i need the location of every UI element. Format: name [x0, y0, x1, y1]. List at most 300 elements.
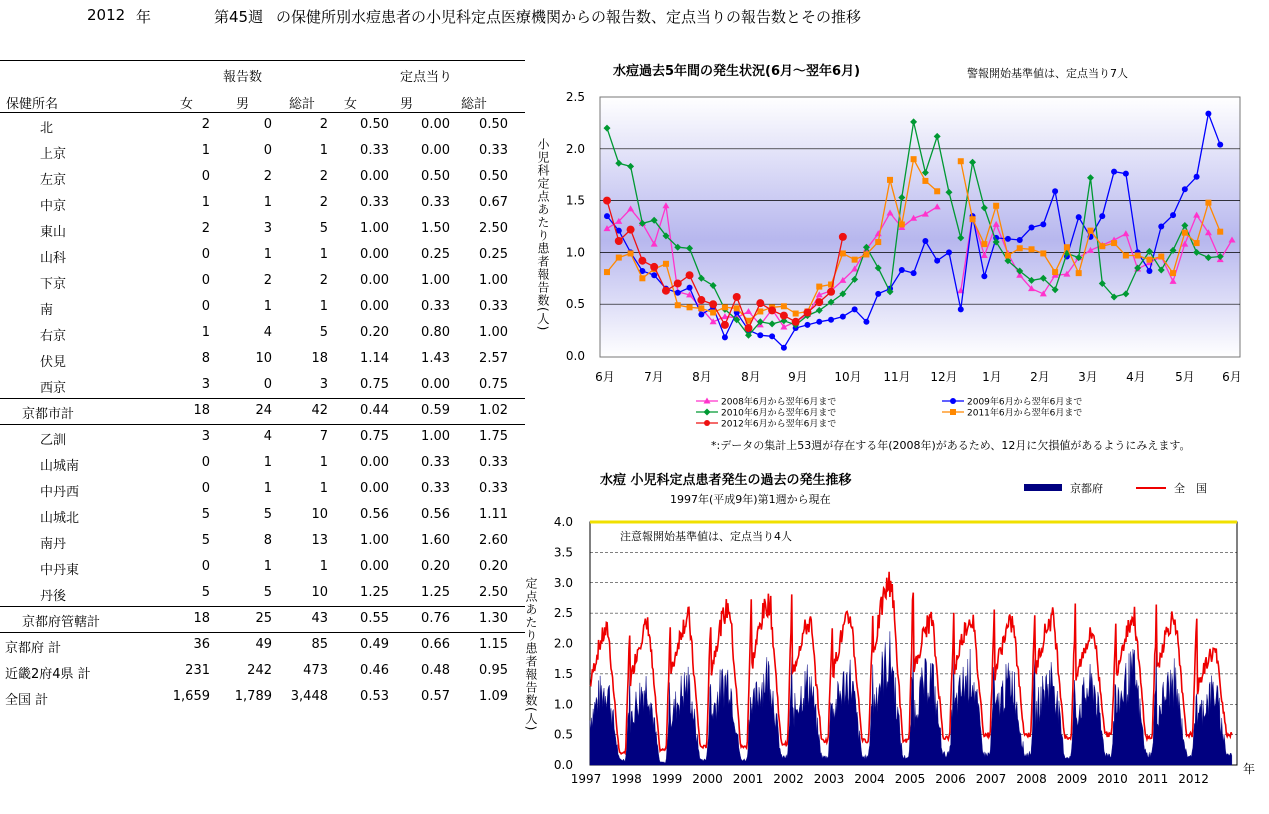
- legend-kyoto-label: 京都府: [1070, 482, 1103, 495]
- female-count: 8: [201, 351, 210, 366]
- chart1-title: 水痘過去5年間の発生状況(6月～翌年6月): [613, 64, 861, 79]
- per-female: 0.49: [360, 637, 389, 652]
- chart1-point: [757, 308, 763, 314]
- per-female: 0.75: [360, 377, 389, 392]
- chart1-point: [1029, 246, 1035, 252]
- table-row: [0, 580, 525, 606]
- chart1-y-tick-label: 2.0: [565, 141, 585, 156]
- per-male: 1.50: [421, 221, 450, 236]
- chart1-point: [1099, 213, 1105, 219]
- per-female: 0.55: [360, 611, 389, 626]
- chart1-point: [840, 250, 846, 256]
- column-header-male: 男: [236, 97, 250, 112]
- total-count: 1: [319, 143, 328, 158]
- chart1-x-tick-label: 6月: [595, 370, 615, 384]
- chart1-x-tick-label: 10月: [834, 370, 862, 384]
- per-female: 0.50: [360, 117, 389, 132]
- chart1-point: [946, 249, 952, 255]
- total-count: 10: [311, 585, 328, 600]
- chart1-point: [697, 296, 705, 304]
- chart1-point: [816, 319, 822, 325]
- per-male: 0.80: [421, 325, 450, 340]
- chart1-point: [603, 197, 611, 205]
- chart1-point: [745, 324, 753, 332]
- male-count: 1: [263, 195, 272, 210]
- chart1-point: [958, 158, 964, 164]
- table-row: [0, 684, 525, 710]
- table-top-border: [0, 60, 525, 61]
- chart1-point: [993, 203, 999, 209]
- per-female: 0.00: [360, 299, 389, 314]
- chart1-point: [1205, 200, 1211, 206]
- chart1-x-tick-label: 12月: [930, 370, 958, 384]
- per-female: 0.75: [360, 429, 389, 444]
- table-row: [0, 424, 525, 450]
- chart1-point: [604, 269, 610, 275]
- total-count: 1: [319, 299, 328, 314]
- total-count: 13: [311, 533, 328, 548]
- chart1-point: [662, 287, 670, 295]
- total-count: 1: [319, 247, 328, 262]
- column-header-per-female: 女: [344, 97, 358, 112]
- female-count: 1: [201, 195, 210, 210]
- column-header-name: 保健所名: [6, 97, 59, 112]
- per-total: 0.50: [479, 169, 508, 184]
- per-female: 0.33: [360, 143, 389, 158]
- per-total: 0.33: [479, 481, 508, 496]
- chart1-point: [1005, 253, 1011, 259]
- row-name: 京都市計: [22, 407, 75, 422]
- chart1-point: [875, 291, 881, 297]
- row-name: 中丹西: [40, 485, 80, 500]
- chart1-x-tick-label: 11月: [883, 370, 911, 384]
- chart1-point: [816, 284, 822, 290]
- chart1-point: [733, 293, 741, 301]
- per-male: 0.66: [421, 637, 450, 652]
- chart1-point: [899, 221, 905, 227]
- chart1-point: [627, 226, 635, 234]
- per-male: 0.50: [421, 169, 450, 184]
- chart1-x-tick-label: 8月: [741, 370, 761, 384]
- per-male: 0.57: [421, 689, 450, 704]
- female-count: 36: [193, 637, 210, 652]
- chart1-point: [1076, 214, 1082, 220]
- chart1-point: [852, 306, 858, 312]
- table-row: [0, 242, 525, 268]
- page-title: [0, 0, 1269, 34]
- per-total: 0.20: [479, 559, 508, 574]
- row-name: 右京: [40, 329, 67, 344]
- per-female: 0.00: [360, 559, 389, 574]
- history-chart: [524, 470, 1256, 810]
- chart2-y-tick-label: 2.5: [553, 606, 573, 621]
- title-week: 第45週: [214, 8, 264, 26]
- total-count: 85: [311, 637, 328, 652]
- chart1-point: [1111, 240, 1117, 246]
- row-name: 中京: [40, 199, 67, 214]
- per-male: 0.20: [421, 559, 450, 574]
- chart1-y-tick-label: 1.5: [565, 193, 585, 208]
- per-female: 0.44: [360, 403, 389, 418]
- per-total: 2.50: [479, 221, 508, 236]
- per-total: 0.75: [479, 377, 508, 392]
- per-female: 0.46: [360, 663, 389, 678]
- per-male: 0.33: [421, 299, 450, 314]
- chart2-y-tick-label: 1.0: [553, 697, 573, 712]
- female-count: 5: [201, 533, 210, 548]
- legend-label: 2009年6月から翌年6月まで: [967, 397, 1083, 408]
- per-female: 0.56: [360, 507, 389, 522]
- legend-kyoto-swatch: [1024, 484, 1062, 491]
- per-male: 0.48: [421, 663, 450, 678]
- chart1-point: [757, 332, 763, 338]
- chart1-point: [780, 312, 788, 320]
- female-count: 0: [201, 455, 210, 470]
- row-name: 山城北: [40, 511, 80, 526]
- chart1-point: [722, 304, 728, 310]
- male-count: 24: [255, 403, 272, 418]
- chart1-point: [981, 241, 987, 247]
- per-total: 2.50: [479, 585, 508, 600]
- chart2-x-tick-label: 2011: [1137, 772, 1169, 786]
- per-female: 0.20: [360, 325, 389, 340]
- female-count: 18: [193, 611, 210, 626]
- chart1-point: [911, 156, 917, 162]
- row-name: 東山: [40, 225, 67, 240]
- per-total: 2.60: [479, 533, 508, 548]
- chart1-point: [710, 309, 716, 315]
- per-total: 0.67: [479, 195, 508, 210]
- table-row: [0, 632, 525, 658]
- chart1-point: [1123, 253, 1129, 259]
- per-male: 0.33: [421, 455, 450, 470]
- chart1-point: [1005, 236, 1011, 242]
- per-male: 0.56: [421, 507, 450, 522]
- male-count: 1: [263, 455, 272, 470]
- chart2-y-tick-label: 0.0: [553, 758, 573, 772]
- total-count: 2: [319, 195, 328, 210]
- female-count: 1: [201, 143, 210, 158]
- chart2-x-tick-label: 2002: [773, 772, 804, 786]
- chart1-point: [958, 306, 964, 312]
- chart1-point: [768, 306, 776, 314]
- per-total: 1.75: [479, 429, 508, 444]
- chart1-point: [615, 237, 623, 245]
- chart1-point: [616, 255, 622, 261]
- chart1-point: [1029, 225, 1035, 231]
- per-male: 1.60: [421, 533, 450, 548]
- chart1-point: [651, 272, 657, 278]
- per-male: 1.43: [421, 351, 450, 366]
- chart2-title: 水痘 小児科定点患者発生の過去の発生推移: [600, 473, 852, 488]
- total-count: 5: [319, 325, 328, 340]
- chart1-point: [675, 290, 681, 296]
- chart1-point: [687, 285, 693, 291]
- chart1-point: [1040, 221, 1046, 227]
- chart1-point: [756, 299, 764, 307]
- per-total: 1.30: [479, 611, 508, 626]
- chart2-x-tick-label: 2006: [935, 772, 966, 786]
- chart2-x-tick-label: 2009: [1056, 772, 1088, 786]
- chart1-point: [663, 261, 669, 267]
- column-header-female: 女: [180, 97, 194, 112]
- chart1-point: [628, 250, 634, 256]
- row-name: 全国 計: [5, 693, 49, 708]
- legend-marker: [704, 420, 710, 426]
- title-text: の保健所別水痘患者の小児科定点医療機関からの報告数、定点当りの報告数とその推移: [276, 8, 862, 26]
- chart1-point: [1076, 270, 1082, 276]
- chart1-point: [639, 275, 645, 281]
- chart1-point: [769, 333, 775, 339]
- chart1-point: [815, 298, 823, 306]
- chart1-point: [1217, 142, 1223, 148]
- table-row: [0, 190, 525, 216]
- total-count: 3: [319, 377, 328, 392]
- table-row: [0, 476, 525, 502]
- row-name: 京都府管轄計: [22, 615, 101, 630]
- female-count: 0: [201, 273, 210, 288]
- legend-marker: [950, 398, 956, 404]
- table-row: [0, 294, 525, 320]
- per-total: 2.57: [479, 351, 508, 366]
- chart1-point: [852, 257, 858, 263]
- chart1-point: [981, 273, 987, 279]
- male-count: 4: [263, 429, 272, 444]
- chart1-point: [922, 238, 928, 244]
- table-row: [0, 502, 525, 528]
- total-count: 1: [319, 559, 328, 574]
- chart1-x-tick-label: 1月: [982, 370, 1002, 384]
- table-row: [0, 164, 525, 190]
- five-year-chart: [530, 50, 1242, 460]
- per-female: 0.00: [360, 247, 389, 262]
- chart1-point: [1205, 111, 1211, 117]
- table-row: [0, 216, 525, 242]
- male-count: 5: [263, 585, 272, 600]
- male-count: 0: [263, 143, 272, 158]
- chart1-footnote: *:データの集計上53週が存在する年(2008年)があるため、12月に欠損値があるようにみえます。: [711, 439, 1191, 452]
- chart1-point: [1064, 244, 1070, 250]
- per-total: 1.09: [479, 689, 508, 704]
- column-header-per-male: 男: [400, 97, 414, 112]
- male-count: 0: [263, 377, 272, 392]
- title-year-unit: 年: [136, 8, 152, 26]
- chart1-point: [1111, 169, 1117, 175]
- per-male: 0.00: [421, 143, 450, 158]
- chart1-point: [1182, 186, 1188, 192]
- male-count: 10: [255, 351, 272, 366]
- male-count: 3: [263, 221, 272, 236]
- chart1-x-tick-label: 3月: [1078, 370, 1098, 384]
- chart2-x-unit: 年: [1243, 762, 1256, 776]
- female-count: 0: [201, 481, 210, 496]
- female-count: 5: [201, 507, 210, 522]
- per-total: 0.33: [479, 299, 508, 314]
- chart1-y-tick-label: 1.0: [565, 245, 585, 260]
- chart1-point: [1017, 237, 1023, 243]
- chart2-x-tick-label: 2000: [692, 772, 723, 786]
- chart1-point: [675, 302, 681, 308]
- chart1-point: [1052, 188, 1058, 194]
- row-name: 上京: [40, 147, 67, 162]
- chart1-y-tick-label: 2.5: [565, 90, 585, 104]
- chart2-x-tick-label: 1999: [651, 772, 683, 786]
- chart1-point: [1158, 224, 1164, 230]
- legend-national-label: 全 国: [1174, 482, 1207, 495]
- chart1-point: [970, 216, 976, 222]
- chart1-point: [734, 305, 740, 311]
- chart1-point: [804, 322, 810, 328]
- chart1-point: [722, 334, 728, 340]
- chart1-point: [1146, 257, 1152, 263]
- row-name: 乙訓: [40, 433, 67, 448]
- chart1-x-tick-label: 9月: [788, 370, 808, 384]
- per-female: 0.00: [360, 481, 389, 496]
- chart2-x-tick-label: 1998: [611, 772, 642, 786]
- total-count: 473: [303, 663, 328, 678]
- chart1-plot-area: [600, 97, 1240, 357]
- table-row: [0, 268, 525, 294]
- table-row: [0, 528, 525, 554]
- chart1-point: [911, 270, 917, 276]
- chart1-point: [827, 288, 835, 296]
- female-count: 1: [201, 325, 210, 340]
- chart2-y-tick-label: 3.0: [553, 575, 573, 590]
- per-male: 0.59: [421, 403, 450, 418]
- row-name: 丹後: [40, 589, 67, 604]
- chart1-x-tick-label: 7月: [644, 370, 664, 384]
- per-total: 0.33: [479, 455, 508, 470]
- table-row: [0, 346, 525, 372]
- per-total: 1.00: [479, 273, 508, 288]
- chart2-x-tick-label: 2007: [975, 772, 1007, 786]
- per-female: 0.00: [360, 273, 389, 288]
- row-name: 南丹: [40, 537, 67, 552]
- chart2-x-tick-label: 2004: [854, 772, 885, 786]
- per-male: 1.25: [421, 585, 450, 600]
- legend-label: 2010年6月から翌年6月まで: [721, 408, 837, 419]
- chart2-y-tick-label: 1.5: [553, 666, 573, 681]
- table-row: [0, 554, 525, 580]
- row-name: 西京: [40, 381, 67, 396]
- per-female: 0.00: [360, 169, 389, 184]
- male-count: 2: [263, 273, 272, 288]
- chart1-point: [1135, 253, 1141, 259]
- male-count: 49: [255, 637, 272, 652]
- chart1-y-axis: [566, 90, 585, 363]
- chart1-point: [839, 233, 847, 241]
- male-count: 8: [263, 533, 272, 548]
- female-count: 0: [201, 559, 210, 574]
- male-count: 242: [247, 663, 272, 678]
- group-header-per-sentinel: 定点当り: [400, 70, 453, 85]
- chart1-point: [863, 251, 869, 257]
- female-count: 2: [201, 221, 210, 236]
- male-count: 2: [263, 169, 272, 184]
- female-count: 3: [201, 377, 210, 392]
- row-name: 中丹東: [40, 563, 80, 578]
- chart1-point: [793, 311, 799, 317]
- chart1-point: [674, 279, 682, 287]
- chart1-point: [1052, 269, 1058, 275]
- female-count: 0: [201, 247, 210, 262]
- column-header-total: 総計: [289, 97, 316, 112]
- chart2-x-tick-label: 2008: [1016, 772, 1047, 786]
- female-count: 2: [201, 117, 210, 132]
- chart2-x-tick-label: 2001: [732, 772, 764, 786]
- chart1-y-tick-label: 0.0: [565, 349, 585, 363]
- chart2-x-tick-label: 2012: [1178, 772, 1209, 786]
- chart2-y-axis: [554, 515, 573, 772]
- per-female: 1.25: [360, 585, 389, 600]
- chart1-y-axis-label: 小児科定点あたり患者報告数(人): [536, 138, 550, 332]
- chart1-point: [1040, 250, 1046, 256]
- per-male: 0.76: [421, 611, 450, 626]
- table-row: [0, 112, 525, 138]
- chart2-x-tick-label: 2003: [813, 772, 845, 786]
- chart1-legend: [696, 396, 1082, 430]
- title-year: 2012: [87, 6, 126, 24]
- per-total: 1.15: [479, 637, 508, 652]
- chart2-y-tick-label: 0.5: [553, 727, 573, 742]
- chart1-point: [698, 305, 704, 311]
- male-count: 25: [255, 611, 272, 626]
- chart2-x-axis: [571, 772, 1209, 786]
- chart1-point: [604, 213, 610, 219]
- per-male: 1.00: [421, 273, 450, 288]
- chart2-y-tick-label: 2.0: [553, 636, 573, 651]
- male-count: 4: [263, 325, 272, 340]
- chart1-point: [828, 317, 834, 323]
- column-header-per-total: 総計: [461, 97, 488, 112]
- chart1-x-tick-label: 4月: [1126, 370, 1146, 384]
- female-count: 5: [201, 585, 210, 600]
- chart1-point: [709, 300, 717, 308]
- row-name: 京都府 計: [5, 641, 62, 656]
- chart1-point: [1017, 245, 1023, 251]
- total-count: 43: [311, 611, 328, 626]
- total-count: 5: [319, 221, 328, 236]
- row-name: 山城南: [40, 459, 80, 474]
- per-male: 1.00: [421, 429, 450, 444]
- chart1-point: [1217, 229, 1223, 235]
- chart1-point: [1170, 270, 1176, 276]
- per-male: 0.00: [421, 377, 450, 392]
- chart1-point: [1087, 228, 1093, 234]
- chart1-point: [638, 257, 646, 265]
- per-total: 1.02: [479, 403, 508, 418]
- chart1-note: 警報開始基準値は、定点当り7人: [967, 67, 1128, 80]
- total-count: 2: [319, 273, 328, 288]
- table-row: [0, 372, 525, 398]
- chart1-y-tick-label: 0.5: [565, 297, 585, 312]
- chart1-point: [686, 271, 694, 279]
- total-count: 42: [311, 403, 328, 418]
- legend-marker: [950, 409, 956, 415]
- legend-label: 2012年6月から翌年6月まで: [721, 419, 837, 430]
- total-count: 2: [319, 169, 328, 184]
- chart2-subtitle: 1997年(平成9年)第1週から現在: [670, 493, 831, 506]
- table-row: [0, 398, 525, 424]
- legend-label: 2008年6月から翌年6月まで: [721, 397, 837, 408]
- male-count: 5: [263, 507, 272, 522]
- per-male: 0.00: [421, 117, 450, 132]
- female-count: 3: [201, 429, 210, 444]
- chart1-point: [1158, 254, 1164, 260]
- table-row: [0, 606, 525, 632]
- chart1-point: [840, 314, 846, 320]
- total-count: 7: [319, 429, 328, 444]
